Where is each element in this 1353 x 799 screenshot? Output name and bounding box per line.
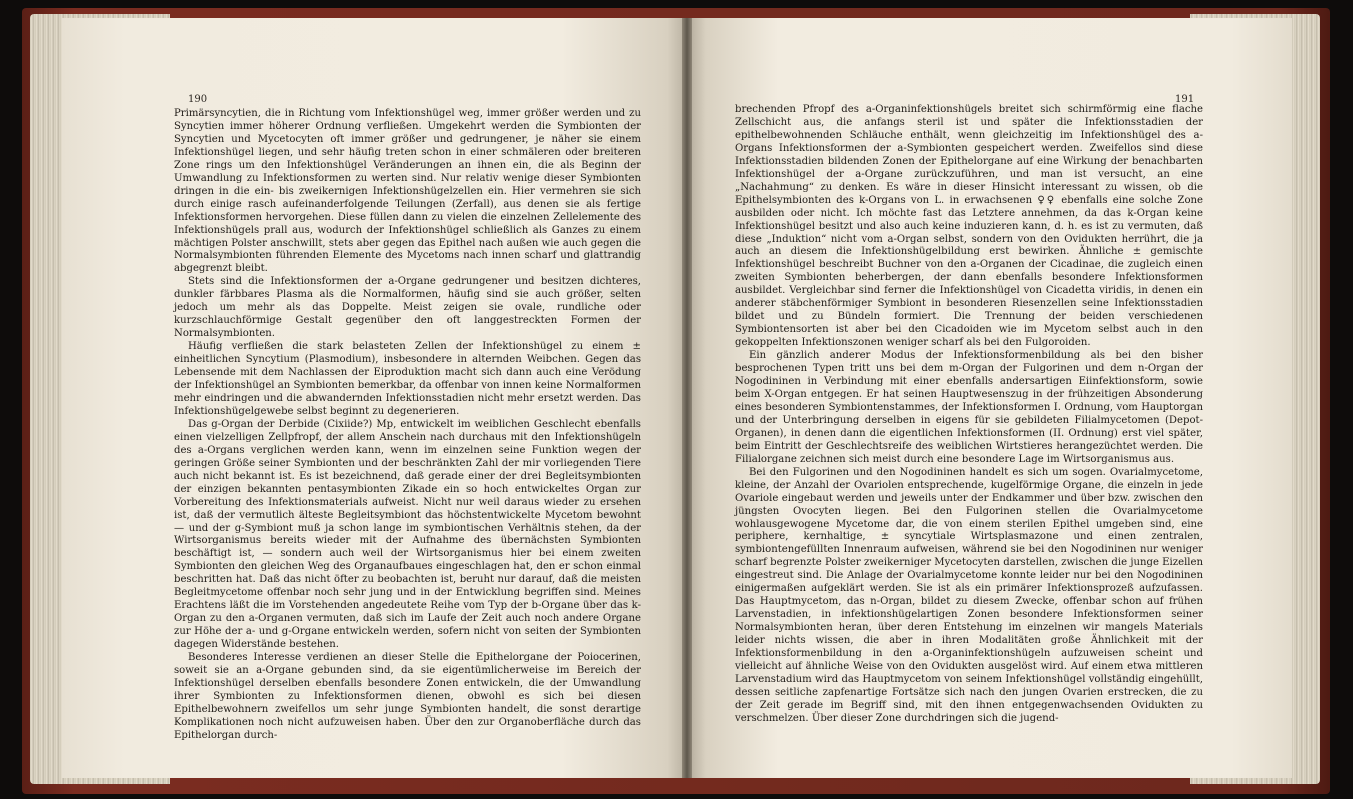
right-page [688, 18, 1292, 778]
paragraph: Ein gänzlich anderer Modus der Infektionsformenbildung als bei den bisher besprochenen Typen tritt uns bei dem m-Organ der Fulgorinen und dem n-Organ der Nogodininen in Verbindung mit einer ebenfalls andersartigen Eiinfektionsform, sowie beim X-Organ entgegen. Er hat seinen Hauptwesenszug in der frühzeitigen Absonderung eines besonderen Symbiontenstammes, der Infektionsformen I. Ordnung, vom Hauptorgan und der Unterbringung derselben in eigens für sie gebildeten Filialmycetomen (Depot-Organen), in denen dann die eigentlichen Infektionsformen (II. Ordnung) erst viel später, beim Eintritt der Geschlechtsreife des weiblichen Wirtstieres herangezüchtet werden. Die Filialorgane zeichnen sich meist durch eine besondere Lage im Wirtsorganismus aus. [735, 350, 1203, 465]
left-page [62, 18, 686, 778]
page-number: 191 [1175, 94, 1195, 105]
book-gutter [682, 18, 692, 778]
paragraph: brechenden Pfropf des a-Organinfektionshügels breitet sich schirmförmig eine flache Zellschicht aus, die anfangs steril ist und später die Infektionsstadien der epithelbewohnenden Schläuche enthält, wenn gleichzeitig im Infektionshügel des a-Organs Infektionsformen der a-Symbionten gespeichert werden. Zweifellos sind diese Infektionsstadien bildenden Zonen der Epithelorgane auf eine Wirkung der benachbarten Infektionshügel der a-Organe zurückzuführen, und man ist versucht, an eine „Nachahmung“ zu denken. Es wäre in dieser Hinsicht interessant zu wissen, ob die Epithelsymbionten des k-Organs von L. in erwachsenen ♀♀ ebenfalls eine solche Zone ausbilden oder nicht. Ich möchte fast das Letztere annehmen, da das k-Organ keine Infektionshügel besitzt und also auch keine induzieren kann, d. h. es ist zu vermuten, daß diese „Induktion“ nicht vom a-Organ selbst, sondern von den Ovidukten herrührt, die ja auch an diesem die Infektionshügelbildung erst bewirken. Ähnliche ± gemischte Infektionshügel beschreibt Buchner von den a-Organen der Cicadinae, die zugleich einen zweiten Symbionten beherbergen, der dann ebenfalls besondere Infektionsformen ausbildet. Vergleichbar sind ferner die Infektionshügel von Cicadetta viridis, in denen ein anderer stäbchenförmiger Symbiont in besonderen Riesenzellen seine Infektionsstadien bildet und zu Bündeln formiert. Die Trennung der beiden verschiedenen Symbiontensorten ist aber bei den Cicadoiden wie im Mycetom selbst auch in den gekoppelten Infektionszonen weniger scharf als bei den Fulgoroiden. [735, 104, 1203, 349]
paragraph: Häufig verfließen die stark belasteten Zellen der Infektionshügel zu einem ± einheitlichen Syncytium (Plasmodium), insbesondere in alternden Weibchen. Gegen das Lebensende mit dem Nachlassen der Eiproduktion macht sich dann auch eine Verödung der Infektionshügel an Symbionten bemerkbar, da offenbar von innen keine Normalformen mehr eindringen und die abwandernden Infektionsstadien nicht mehr ersetzt werden. Das Infektionshügelgewebe selbst beginnt zu degenerieren. [174, 341, 641, 417]
paragraph: Das g-Organ der Derbide (Cixiide?) Mp, entwickelt im weiblichen Geschlecht ebenfalls einen vielzelligen Zellpfropf, der allem Anschein nach durchaus mit den Infektionshügeln des a-Organs verglichen werden kann, wenn im einzelnen seine Funktion wegen der geringen Größe seiner Symbionten und der beschränkten Zahl der mir vorliegenden Tiere auch nicht bekannt ist. Es ist bezeichnend, daß gerade einer der drei Begleitsymbionten der einzigen bekannten pentasymbionten Zikade ein so hoch entwickeltes Organ zur Vorbereitung des Infektionsmaterials aufweist. Nicht nur weil daraus wieder zu ersehen ist, daß der vermutlich älteste Begleitsymbiont das höchstentwickelte Mycetom bewohnt — und der g-Symbiont muß ja schon lange im symbiontischen Verhältnis stehen, da der Wirtsorganismus bereits wieder mit der Aufnahme des übernächsten Symbionten beschäftigt ist, — sondern auch weil der Wirtsorganismus hier bei einem zweiten Symbionten den gleichen Weg des Organaufbaues eingeschlagen hat, den er schon einmal beschritten hat. Daß das nicht öfter zu beobachten ist, beruht nur darauf, daß die meisten Begleitmycetome offenbar noch sehr jung und in der Entwicklung begriffen sind. Meines Erachtens läßt die im Vorstehenden angedeutete Reihe vom Typ der b-Organe über das k-Organ zu den a-Organen vermuten, daß sich im Laufe der Zeit auch noch andere Organe zur Höhe der a- und g-Organe entwickeln werden, sofern nicht von seiten der Symbionten dagegen Widerstände bestehen. [174, 418, 641, 651]
paragraph: Bei den Fulgorinen und den Nogodininen handelt es sich um sogen. Ovarialmycetome, kleine, der Anzahl der Ovariolen entsprechende, kugelförmige Organe, die einzeln in jede Ovariole eingebaut werden und jeweils unter der Endkammer und über bzw. zwischen den jüngsten Ovocyten liegen. Bei den Fulgorinen stellen die Ovarialmycetome wohlausgewogene Mycetome dar, die von einem sterilen Epithel umgeben sind, eine periphere, kernhaltige, ± syncytiale Wirtsplasmazone und einen zentralen, symbiontengefüllten Innenraum aufweisen, während sie bei den Nogodininen nur weniger scharf begrenzte Polster zweikerniger Mycetocyten darstellen, zwischen die junge Eizellen eingestreut sind. Die Anlage der Ovarialmycetome konnte leider nur bei den Nogodininen einigermaßen aufgeklärt werden. Sie ist als ein primärer Infektionsprozeß aufzufassen. Das Hauptmycetom, das n-Organ, bildet zu diesem Zwecke, offenbar schon auf frühen Larvenstadien, in infektionshügelartigen Zonen besondere Infektionsformen seiner Normalsymbionten heran, über deren Entstehung im einzelnen wir mangels Materials leider nichts wissen, die aber in ihren Modalitäten große Ähnlichkeit mit der Infektionsformenbildung in den a-Organinfektionshügeln aufzuweisen scheint und vielleicht auf ähnliche Weise von den Ovidukten ausgelöst wird. Auf einem etwa mittleren Larvenstadium wird das Hauptmycetom von seinem Infektionshügel vollständig eingehüllt, dessen seitliche zapfenartige Fortsätze sich nach den jungen Ovarien erstrecken, die zu der Zeit gerade im Begriff sind, mit den ihnen entgegenwachsenden Ovidukten zu verschmelzen. Über dieser Zone durchdringen sich die jugend- [735, 466, 1203, 724]
paragraph: Besonderes Interesse verdienen an dieser Stelle die Epithelorgane der Poiocerinen, soweit sie an a-Organe gebunden sind, da sie eigentümlicherweise im Bereich der Infektionshügel derselben ebenfalls besondere Zonen entwickeln, die der Umwandlung ihrer Symbionten zu Infektionsformen dienen, obwohl es sich bei diesen Epithelbewohnern zweifellos um sehr junge Symbionten handelt, die sonst derartige Komplikationen noch nicht aufzuweisen haben. Über den zur Organoberfläche durch das Epithelorgan durch- [174, 652, 641, 741]
left-page-text [174, 108, 641, 743]
page-number: 190 [188, 94, 208, 105]
paragraph: Primärsyncytien, die in Richtung vom Infektionshügel weg, immer größer werden und zu Syncytien immer höherer Ordnung verfließen. Umgekehrt werden die Symbionten der Syncytien und Mycetocyten oft immer größer und gedrungener, je näher sie einem Infektionshügel liegen, und sehr häufig treten schon in einer schmäleren oder breiteren Zone rings um den Infektionshügel Veränderungen an ihnen ein, die als Beginn der Umwandlung zu Infektionsformen zu werten sind. Nur relativ wenige dieser Symbionten dringen in die ein- bis zweikernigen Infektionshügelzellen ein. Hier vermehren sie sich durch einige rasch aufeinanderfolgende Teilungen (Zerfall), aus denen sie als fertige Infektionsformen hervorgehen. Diese füllen dann zu vielen die einzelnen Zellelemente des Infektionshügels prall aus, wodurch der Infektionshügel schließlich als Ganzes zu einem mächtigen Polster anschwillt, stets aber gegen das Epithel nach außen wie auch gegen die Normalsymbionten führenden Elemente des Mycetoms nach innen scharf und glattrandig abgegrenzt bleibt. [174, 108, 641, 275]
right-page-text [735, 104, 1203, 726]
paragraph: Stets sind die Infektionsformen der a-Organe gedrungener und besitzen dichteres, dunkler färbbares Plasma als die Normalformen, häufig sind sie auch größer, selten jedoch um mehr als das Doppelte. Meist zeigen sie ovale, rundliche oder kurzschlauchförmige Gestalt gegenüber den oft langgestreckten Formen der Normalsymbionten. [174, 276, 641, 340]
